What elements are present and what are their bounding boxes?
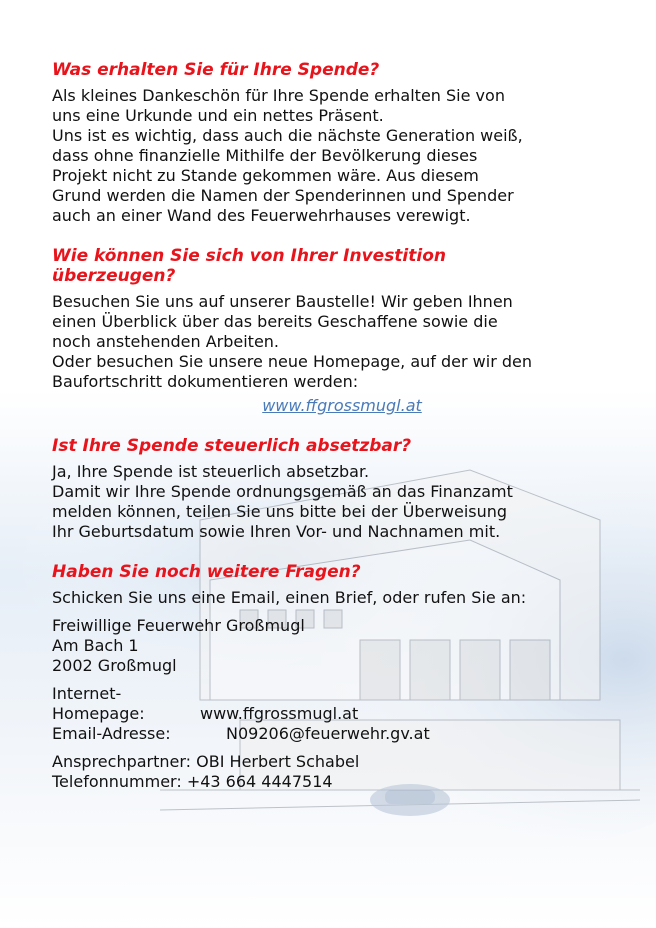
homepage-value: www.ffgrossmugl.at [200,704,359,723]
text-line: Grund werden die Namen der Spenderinnen und Spender [52,186,514,205]
email-value: N09206@feuerwehr.gv.at [226,724,430,743]
text-line: Besuchen Sie uns auf unserer Baustelle! Wir geben Ihnen [52,292,513,311]
homepage-link[interactable]: www.ffgrossmugl.at [262,396,422,415]
section-heading: Was erhalten Sie für Ihre Spende? [52,60,380,80]
address-line: Am Bach 1 [52,636,139,655]
text-line: Als kleines Dankeschön für Ihre Spende erhalten Sie von [52,86,505,105]
section-heading: Ist Ihre Spende steuerlich absetzbar? [52,436,412,456]
section-further-questions [52,562,632,792]
text-line: Uns ist es wichtig, dass auch die nächste Generation weiß, [52,126,523,145]
address-line: Freiwillige Feuerwehr Großmugl [52,616,305,635]
text-line: einen Überblick über das bereits Geschaffene sowie die [52,312,498,331]
phone-number: Telefonnummer: +43 664 4447514 [52,772,333,791]
section-heading-line: überzeugen? [52,266,176,286]
section-tax-deductible [52,436,632,542]
section-heading: Haben Sie noch weitere Fragen? [52,562,361,582]
text-line: melden können, teilen Sie uns bitte bei der Überweisung [52,502,508,521]
email-label: Email-Adresse: [52,724,171,743]
text-line: Projekt nicht zu Stande gekommen wäre. Aus diesem [52,166,479,185]
section-heading-line: Wie können Sie sich von Ihrer Investition [52,246,446,266]
text-line: Ja, Ihre Spende ist steuerlich absetzbar. [52,462,370,481]
homepage-link-line [52,396,632,416]
text-line: auch an einer Wand des Feuerwehrhauses verewigt. [52,206,471,225]
email-row [52,724,632,744]
text-line: noch anstehenden Arbeiten. [52,332,280,351]
section-donation-reward [52,60,632,226]
text-line: uns eine Urkunde und ein nettes Präsent. [52,106,384,125]
contact-person: Ansprechpartner: OBI Herbert Schabel [52,752,360,771]
homepage-label: Internet-Homepage: [52,684,145,723]
text-line: Baufortschritt dokumentieren werden: [52,372,359,391]
text-line: Damit wir Ihre Spende ordnungsgemäß an das Finanzamt [52,482,513,501]
text-line: Ihr Geburtsdatum sowie Ihren Vor- und Nachnamen mit. [52,522,501,541]
address-line: 2002 Großmugl [52,656,177,675]
contact-intro: Schicken Sie uns eine Email, einen Brief, oder rufen Sie an: [52,588,527,607]
section-investment-check [52,246,632,416]
document-content [52,60,632,792]
text-line: Oder besuchen Sie unsere neue Homepage, auf der wir den [52,352,532,371]
text-line: dass ohne finanzielle Mithilfe der Bevölkerung dieses [52,146,478,165]
homepage-row [52,684,632,724]
